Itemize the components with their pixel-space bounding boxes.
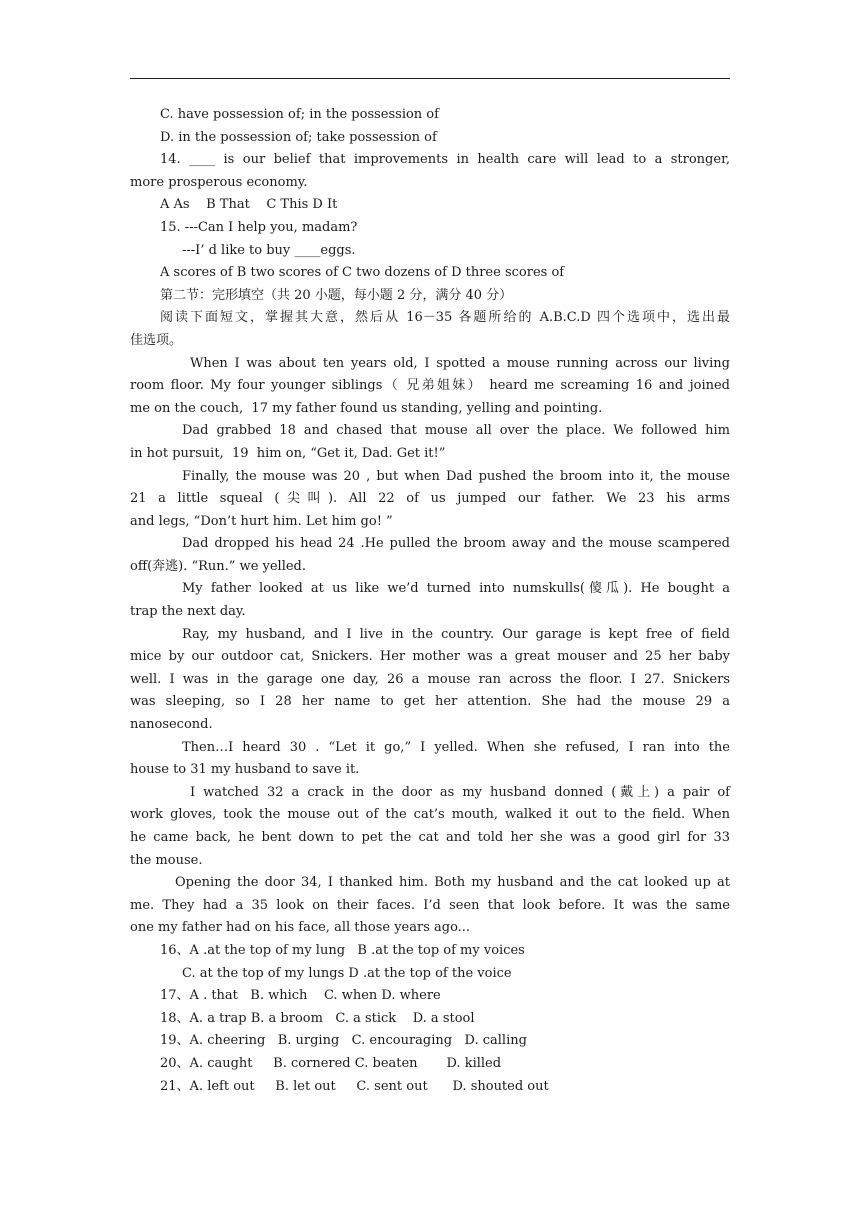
text-line: Dad grabbed 18 and chased that mouse all over the place. We followed him xyxy=(182,423,730,439)
header-rule xyxy=(130,78,730,79)
text-line: 21 a little squeal (尖叫). All 22 of us jumped our father. We 23 his arms xyxy=(130,491,730,507)
text-line: A scores of B two scores of C two dozens of D three scores of xyxy=(160,265,565,281)
text-line: I watched 32 a crack in the door as my husband donned (戴上) a pair of xyxy=(190,784,730,800)
text-line: me. They had a 35 look on their faces. I’d seen that look before. It was the same xyxy=(130,897,730,913)
text-line: 第二节：完形填空（共 20 小题，每小题 2 分，满分 40 分） xyxy=(160,287,513,303)
text-line: 16、A .at the top of my lung B .at the top of my voices xyxy=(160,942,525,958)
text-line: the mouse. xyxy=(130,852,203,868)
text-line: Finally, the mouse was 20 , but when Dad pushed the broom into it, the mouse xyxy=(182,468,730,484)
text-line: well. I was in the garage one day, 26 a mouse ran across the floor. I 27. Snickers xyxy=(130,671,730,687)
text-line: more prosperous economy. xyxy=(130,174,308,190)
text-line: Ray, my husband, and I live in the country. Our garage is kept free of field xyxy=(182,626,730,642)
text-line: Opening the door 34, I thanked him. Both my husband and the cat looked up at xyxy=(175,875,730,891)
text-line: 19、A. cheering B. urging C. encouraging D. calling xyxy=(160,1033,527,1049)
text-line: 20、A. caught B. cornered C. beaten D. killed xyxy=(160,1055,502,1071)
text-line: 阅读下面短文，掌握其大意，然后从 16－35 各题所给的 A.B.C.D 四个选项中，选出最 xyxy=(160,310,730,326)
text-line: in hot pursuit, 19 him on, “Get it, Dad. Get it!” xyxy=(130,445,446,461)
text-line: nanosecond. xyxy=(130,717,213,733)
text-line: A As B That C This D It xyxy=(160,197,338,213)
text-line: 21、A. left out B. let out C. sent out D. shouted out xyxy=(160,1078,549,1094)
text-line: one my father had on his face, all those years ago... xyxy=(130,920,471,936)
text-line: My father looked at us like we’d turned into numskulls(傻瓜). He bought a xyxy=(182,581,730,597)
text-line: house to 31 my husband to save it. xyxy=(130,762,360,778)
text-line: C. have possession of; in the possession of xyxy=(160,107,439,122)
text-line: 18、A. a trap B. a broom C. a stick D. a stool xyxy=(160,1010,475,1026)
text-line: 15. ---Can I help you, madam? xyxy=(160,219,358,235)
text-line: mice by our outdoor cat, Snickers. Her mother was a great mouser and 25 her baby xyxy=(130,649,730,665)
text-line: 佳选项。 xyxy=(130,332,183,348)
text-line: and legs, “Don’t hurt him. Let him go! ” xyxy=(130,513,393,529)
text-line: 14. ____ is our belief that improvements in health care will lead to a stronger, xyxy=(160,152,730,168)
text-line: Then…I heard 30 . “Let it go,” I yelled. When she refused, I ran into the xyxy=(182,739,730,755)
document-body xyxy=(130,104,730,1098)
text-line: 17、A . that B. which C. when D. where xyxy=(160,988,441,1004)
text-line: off(奔逃). “Run.” we yelled. xyxy=(130,558,307,574)
text-line: Dad dropped his head 24 .He pulled the broom away and the mouse scampered xyxy=(182,536,730,552)
text-line: he came back, he bent down to pet the cat and told her she was a good girl for 33 xyxy=(130,830,730,845)
text-line: trap the next day. xyxy=(130,604,246,620)
text-line: was sleeping, so I 28 her name to get her attention. She had the mouse 29 a xyxy=(130,694,730,710)
text-line: work gloves, took the mouse out of the cat’s mouth, walked it out to the field. When xyxy=(130,807,730,823)
text-line: D. in the possession of; take possession of xyxy=(160,129,437,145)
text-line: room floor. My four younger siblings（ 兄弟姐妹） heard me screaming 16 and joined xyxy=(130,378,730,394)
text-line: When I was about ten years old, I spotted a mouse running across our living xyxy=(190,355,730,371)
text-line: ---I’ d like to buy ____eggs. xyxy=(182,242,356,258)
text-line: C. at the top of my lungs D .at the top of the voice xyxy=(182,965,512,981)
text-line: me on the couch, 17 my father found us standing, yelling and pointing. xyxy=(130,400,603,416)
